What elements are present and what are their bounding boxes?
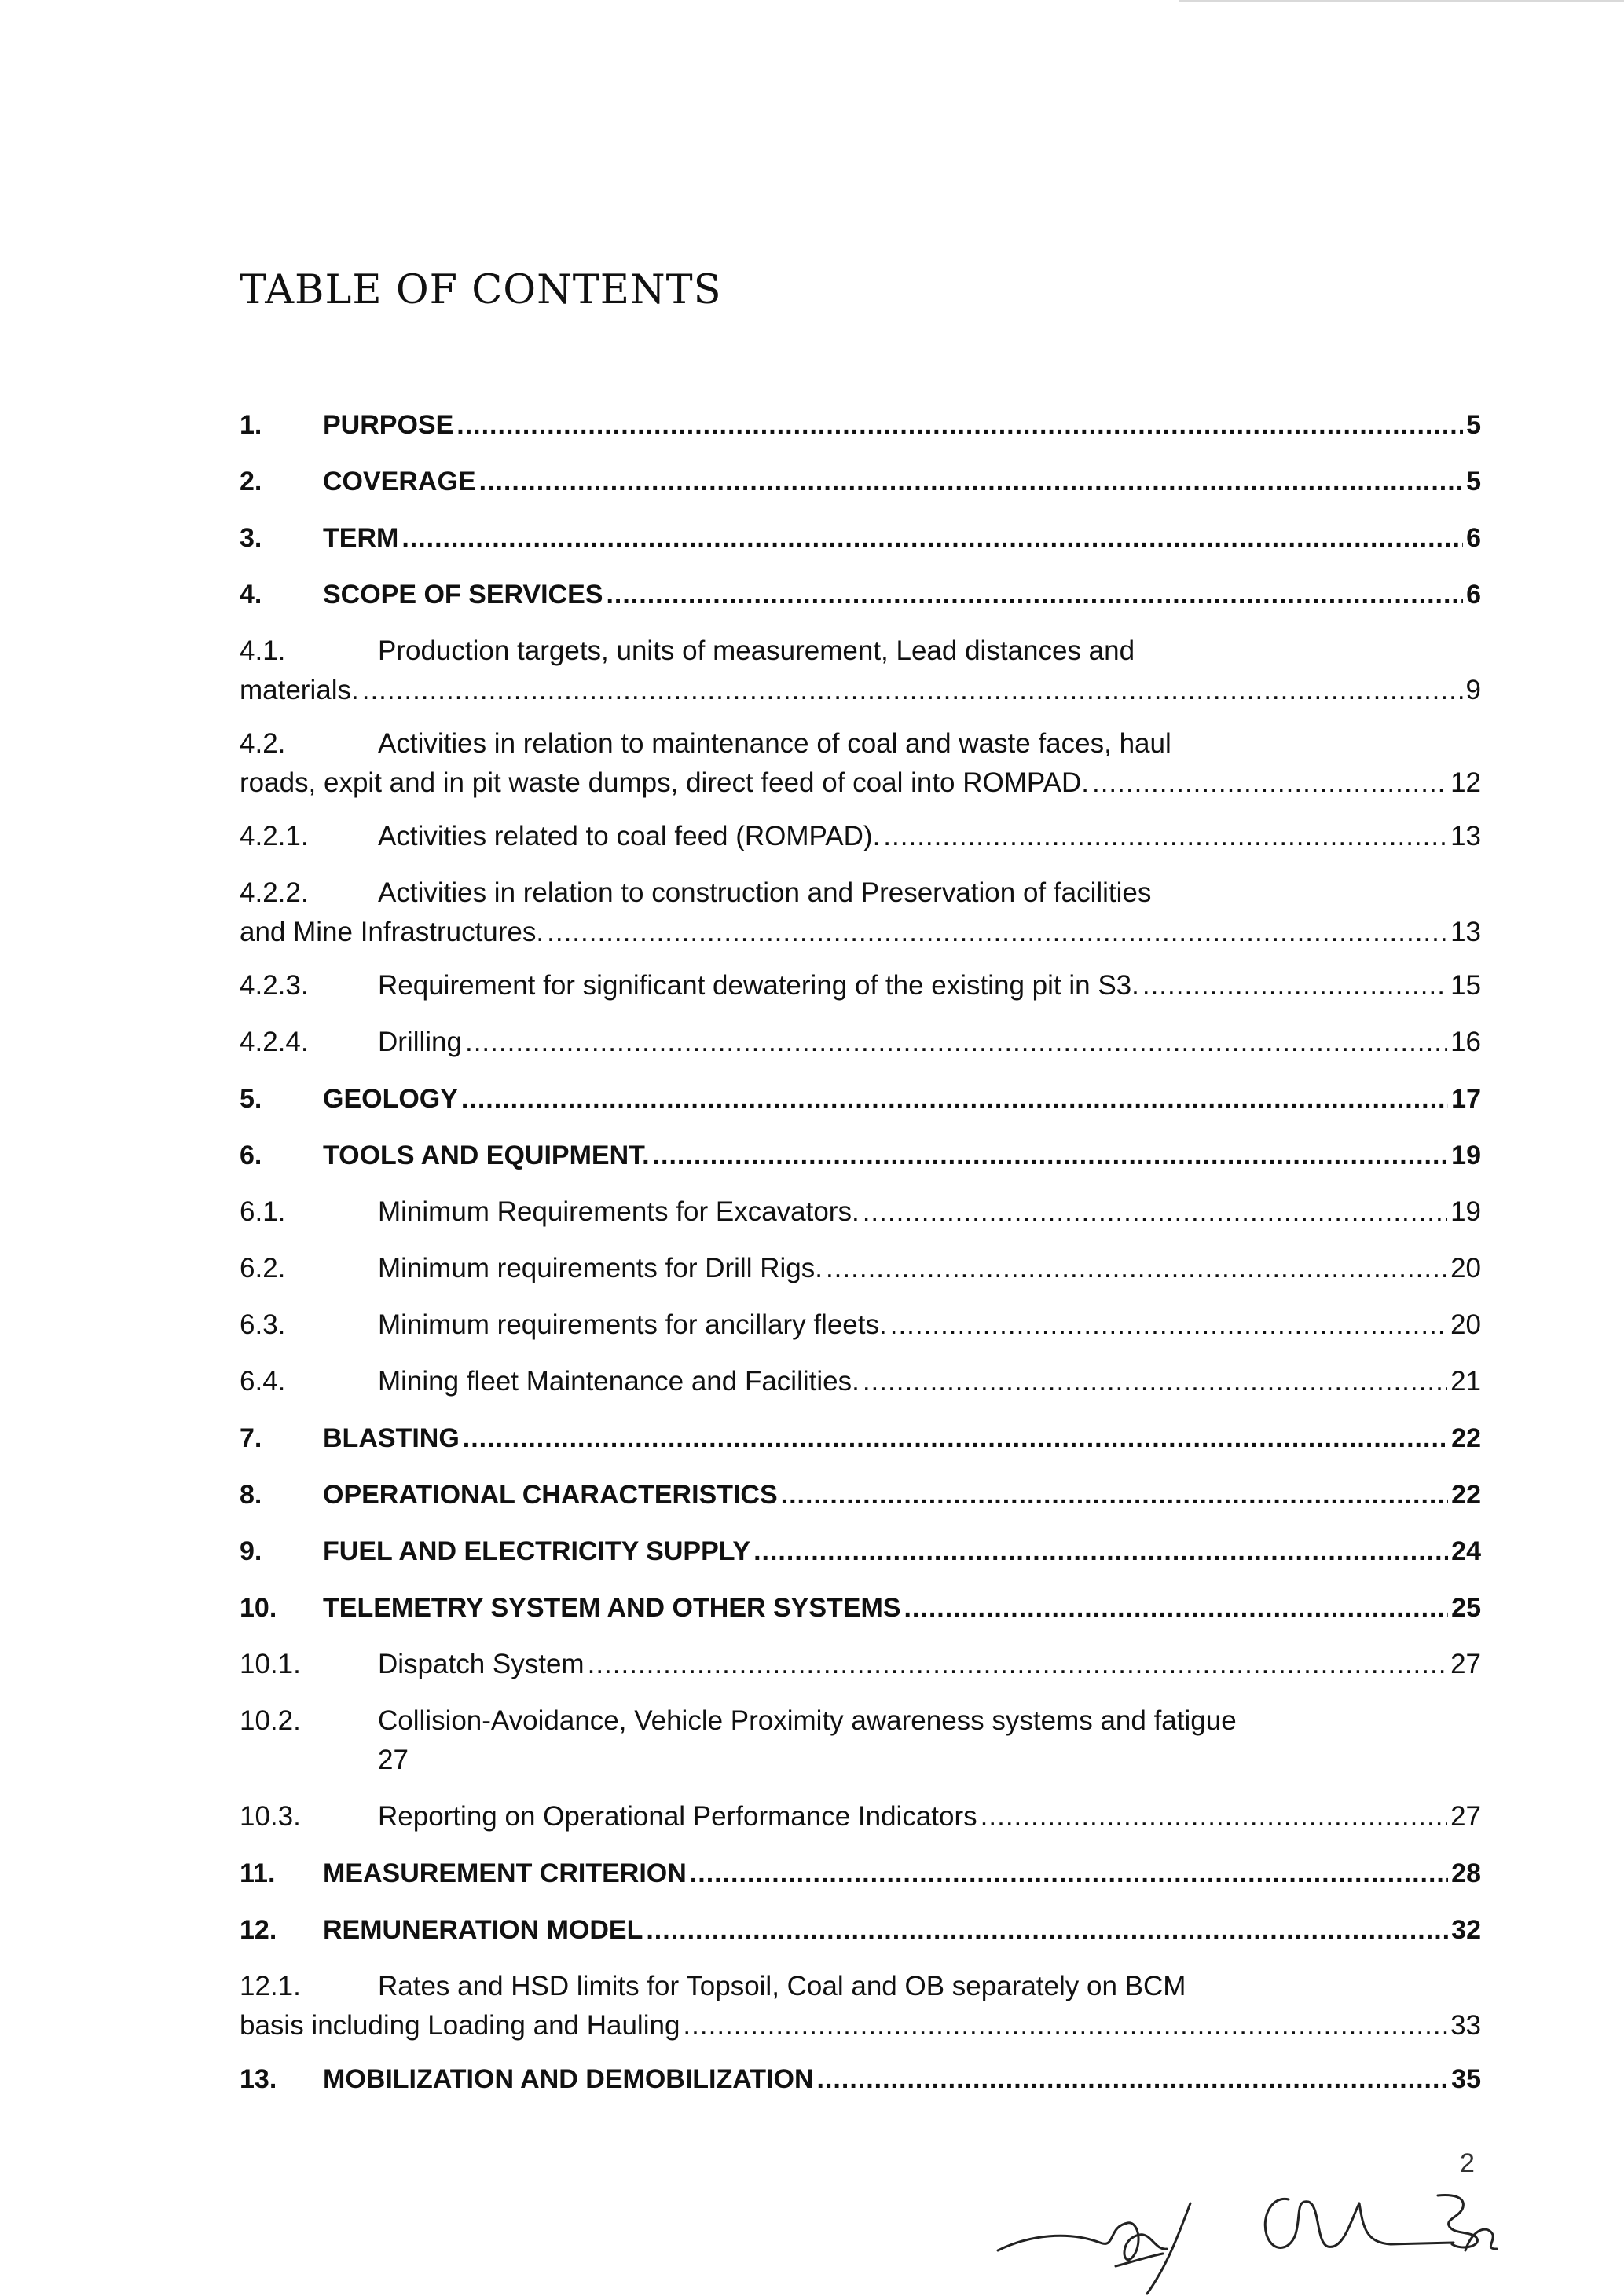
leader-dots [479,463,1463,500]
toc-entry-title: Minimum Requirements for Excavators. [378,1196,860,1227]
toc-entry-page: 9 [1465,675,1481,705]
toc-entry-12-1[interactable] [240,1968,1481,2061]
toc-entry-page: 5 [1466,410,1481,440]
leader-dots [547,914,1447,950]
toc-entry-11[interactable] [240,1855,1481,1912]
toc-entry-13[interactable] [240,2061,1481,2118]
toc-entry-title: MEASUREMENT CRITERION [323,1858,687,1888]
toc-entry-6-1[interactable] [240,1194,1481,1251]
toc-entry-page: 33 [1450,2010,1481,2041]
toc-entry-number: 4.2.4. [240,1027,309,1057]
toc-entry-number: 6.1. [240,1196,286,1227]
toc-entry-10-3[interactable] [240,1799,1481,1855]
toc-entry-number: 4.1. [240,635,286,666]
toc-entry-title: REMUNERATION MODEL [323,1915,643,1945]
toc-entry-1[interactable] [240,407,1481,463]
toc-entry-title: Minimum requirements for Drill Rigs. [378,1253,823,1283]
toc-list [240,407,1481,2118]
toc-entry-title-continued: roads, expit and in pit waste dumps, direct feed of coal into ROMPAD. [240,767,1089,798]
toc-entry-number: 4.2. [240,728,286,759]
toc-entry-title: GEOLOGY [323,1084,458,1114]
toc-entry-page: 12 [1450,767,1481,798]
leader-dots [863,1194,1447,1230]
toc-entry-number: 7. [240,1423,262,1453]
toc-entry-title: Collision-Avoidance, Vehicle Proximity awareness systems and fatigue [378,1705,1237,1736]
toc-entry-number: 12. [240,1915,277,1945]
toc-entry-number: 10.3. [240,1801,301,1832]
toc-entry-title: PURPOSE [323,410,454,440]
toc-entry-title: Dispatch System [378,1649,585,1679]
toc-entry-number: 5. [240,1084,262,1114]
toc-entry-number: 12.1. [240,1971,301,2001]
toc-entry-6-3[interactable] [240,1307,1481,1364]
toc-entry-page: 19 [1451,1141,1481,1170]
toc-entry-page: 20 [1450,1253,1481,1283]
toc-entry-10[interactable] [240,1590,1481,1646]
toc-entry-10-1[interactable] [240,1646,1481,1703]
leader-dots [1092,765,1447,801]
leader-dots [463,1420,1448,1456]
toc-entry-12[interactable] [240,1912,1481,1968]
toc-entry-page: 24 [1451,1536,1481,1566]
toc-entry-title-continued: materials. [240,675,359,705]
toc-entry-title-continued: basis including Loading and Hauling [240,2010,680,2041]
toc-entry-title: Rates and HSD limits for Topsoil, Coal and OB separately on BCM [378,1971,1186,2001]
toc-entry-4-1[interactable] [240,633,1481,726]
toc-entry-4-2-4[interactable] [240,1024,1481,1081]
toc-entry-number: 4.2.2. [240,877,309,908]
toc-entry-title: TELEMETRY SYSTEM AND OTHER SYSTEMS [323,1593,901,1623]
toc-entry-number: 2. [240,467,262,496]
toc-entry-page: 22 [1451,1423,1481,1453]
toc-entry-number: 8. [240,1480,262,1510]
toc-entry-title: BLASTING [323,1423,460,1453]
toc-entry-page: 5 [1466,467,1481,496]
toc-entry-title: Requirement for significant dewatering of the existing pit in S3. [378,970,1139,1001]
leader-dots [588,1646,1447,1683]
toc-entry-number: 1. [240,410,262,440]
toc-entry-number: 11. [240,1858,276,1888]
toc-entry-title: Minimum requirements for ancillary fleets. [378,1309,887,1340]
leader-dots [826,1251,1447,1287]
toc-entry-6-2[interactable] [240,1251,1481,1307]
toc-entry-number: 13. [240,2064,277,2094]
leader-dots [401,520,1463,556]
toc-entry-4-2-2[interactable] [240,875,1481,968]
leader-dots [817,2061,1449,2097]
toc-entry-title: Reporting on Operational Performance Indicators [378,1801,977,1832]
leader-dots [683,2008,1447,2044]
handwritten-page-number: 2 [1460,2148,1475,2178]
leader-dots [456,407,1463,443]
toc-entry-page: 27 [1450,1801,1481,1832]
leader-dots [1142,968,1447,1004]
toc-entry-page: 16 [1450,1027,1481,1057]
toc-entry-4-2-3[interactable] [240,968,1481,1024]
leader-dots [863,1364,1447,1400]
toc-entry-title-continued: and Mine Infrastructures. [240,917,544,947]
toc-entry-number: 4.2.3. [240,970,309,1001]
toc-entry-5[interactable] [240,1081,1481,1137]
toc-entry-page: 13 [1450,917,1481,947]
toc-entry-number: 10. [240,1593,277,1623]
toc-entry-page: 28 [1451,1858,1481,1888]
handwritten-signatures [982,2156,1532,2296]
toc-entry-page: 35 [1451,2064,1481,2094]
toc-entry-title: Mining fleet Maintenance and Facilities. [378,1366,860,1397]
leader-dots [753,1533,1448,1569]
toc-entry-page: 27 [1450,1649,1481,1679]
toc-entry-title: OPERATIONAL CHARACTERISTICS [323,1480,778,1510]
toc-entry-9[interactable] [240,1533,1481,1590]
leader-dots [461,1081,1448,1117]
toc-entry-number: 6.2. [240,1253,286,1283]
toc-entry-title: COVERAGE [323,467,476,496]
leader-dots [981,1799,1447,1835]
toc-entry-page: 17 [1451,1084,1481,1114]
toc-entry-page: 32 [1451,1915,1481,1945]
toc-entry-title: TOOLS AND EQUIPMENT. [323,1141,650,1170]
leader-dots [904,1590,1448,1626]
leader-dots [890,1307,1447,1343]
toc-entry-7[interactable] [240,1420,1481,1477]
leader-dots [606,577,1463,613]
leader-dots [646,1912,1448,1948]
toc-entry-title: Activities related to coal feed (ROMPAD). [378,821,881,851]
toc-entry-number: 6.3. [240,1309,286,1340]
toc-entry-title: Activities in relation to maintenance of coal and waste faces, haul [378,728,1171,759]
leader-dots [653,1137,1449,1174]
toc-entry-number: 4.2.1. [240,821,309,851]
toc-entry-10-2[interactable] [240,1703,1481,1799]
toc-entry-title: Production targets, units of measurement, Lead distances and [378,635,1135,666]
scan-edge-rule [1179,0,1624,2]
toc-entry-8[interactable] [240,1477,1481,1533]
toc-entry-4[interactable] [240,577,1481,633]
toc-entry-number: 10.1. [240,1649,301,1679]
leader-dots [690,1855,1448,1891]
toc-entry-6-4[interactable] [240,1364,1481,1420]
toc-entry-page: 13 [1450,821,1481,851]
toc-entry-page: 6 [1466,580,1481,610]
toc-entry-6[interactable] [240,1137,1481,1194]
leader-dots [883,818,1447,855]
toc-entry-page: 19 [1450,1196,1481,1227]
toc-entry-2[interactable] [240,463,1481,520]
toc-entry-title: MOBILIZATION AND DEMOBILIZATION [323,2064,814,2094]
toc-entry-title: FUEL AND ELECTRICITY SUPPLY [323,1536,751,1566]
toc-entry-page: 15 [1450,970,1481,1001]
toc-entry-number: 3. [240,523,262,553]
toc-entry-page: 22 [1451,1480,1481,1510]
toc-entry-4-2-1[interactable] [240,818,1481,875]
toc-entry-page: 6 [1466,523,1481,553]
toc-entry-page: 27 [378,1745,409,1775]
leader-dots [362,672,1463,709]
toc-entry-page: 25 [1451,1593,1481,1623]
toc-entry-title: TERM [323,523,399,553]
toc-entry-4-2[interactable] [240,726,1481,818]
toc-entry-number: 6.4. [240,1366,286,1397]
toc-entry-title: Drilling [378,1027,462,1057]
toc-entry-number: 10.2. [240,1705,301,1736]
toc-entry-title: Activities in relation to construction and Preservation of facilities [378,877,1152,908]
toc-entry-number: 4. [240,580,262,610]
toc-entry-3[interactable] [240,520,1481,577]
toc-entry-page: 21 [1450,1366,1481,1397]
toc-entry-page: 20 [1450,1309,1481,1340]
toc-heading: TABLE OF CONTENTS [240,267,722,313]
leader-dots [781,1477,1449,1513]
leader-dots [465,1024,1447,1060]
toc-entry-title: SCOPE OF SERVICES [323,580,603,610]
toc-entry-number: 6. [240,1141,262,1170]
toc-entry-number: 9. [240,1536,262,1566]
